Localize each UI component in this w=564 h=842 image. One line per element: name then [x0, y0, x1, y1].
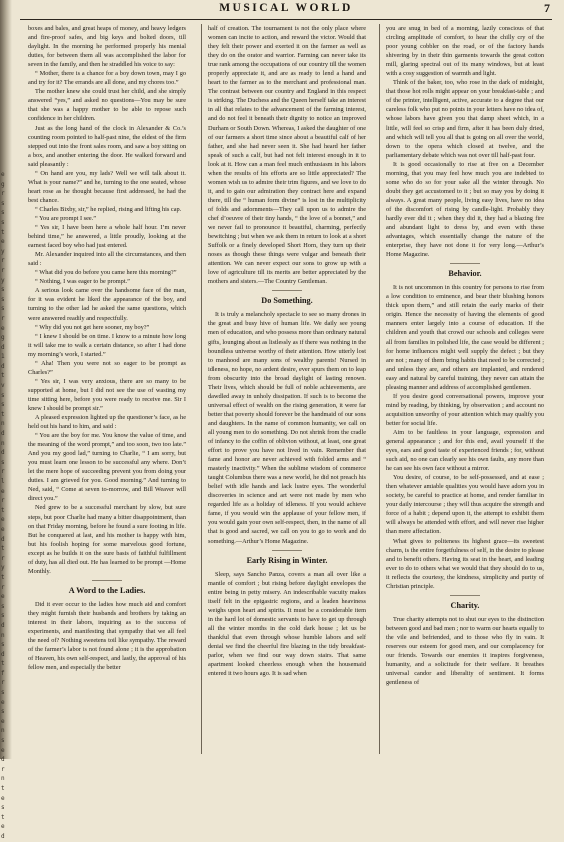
- paragraph: boxes and bales, and great heaps of money, and heavy ledgers and fire-proof safes, and big keys and bolted doors, till daylight. In the morning he performed properly his menial duties, for between them all was accomplished the labor for seven in the family, and then he straddled his voice to say:: [28, 25, 186, 69]
- paragraph: you are snug in bed of a morning, lazily conscious of that circling amplitude of comfort, to hear the chilly cry of the poor young cobbler on the road, or of the factory hands shivering by in their thin garments towards the great cotton mill, glaring spectral out of its many windows, but at least with a cosy suggestion of warmth and light.: [386, 25, 544, 78]
- paragraph: A serious look came over the handsome face of the man, for it was evident he liked the appearance of the boy, and turning to the other lad he asked the same questions, which were answered readily and respectfully.: [28, 287, 186, 322]
- margin-fragment: e: [1, 698, 5, 706]
- column-middle: [208, 24, 366, 756]
- margin-fragment: t: [1, 410, 5, 418]
- margin-fragment: s: [1, 286, 5, 294]
- margin-fragment: r: [1, 257, 5, 265]
- margin-fragment: e: [1, 593, 5, 601]
- margin-fragment: n: [1, 727, 5, 735]
- margin-fragment: t: [1, 372, 5, 380]
- margin-fragment: e: [1, 525, 5, 533]
- margin-fragment: e: [1, 238, 5, 246]
- margin-fragment: e: [1, 487, 5, 495]
- article-heading: Charity.: [450, 600, 480, 610]
- paragraph: Did it ever occur to the ladies how much aid and comfort they might furnish their husbands and brothers by taking an interest in their labors, inquiring as to the success of experiments, and manifesting that sympathy that we all feel the need of? Nothing sweetens toil like sympathy. The reward of the farmer’s labor is not found alone ; it is the approbation of Heaven, his own self-respect, and lastly, the approval of his fellow men, and especially the better: [28, 600, 186, 672]
- paragraph: It is good occasionally to rise at five on a December morning, that you may feel how much you are indebted to some who do so for your sake all the winter through. No doubt they get accustomed to it ; but so may you by doing it always. A great many people, living easy lives, have no idea of the discomfort of rising by candle-light. Probably they hardly ever did it ; when they did it, they had a blazing fire and abundant light to dress by, and even with these advantages, which essentially change the nature of the enterprise, they have not done it for very long.—Arthur’s Home Magazine.: [386, 160, 544, 259]
- paragraph: The mother knew she could trust her child, and she simply answered “yes,” and asked no questions—You may be sure that she was a happy mother to be able to repose such confidence in her children.: [28, 88, 186, 123]
- margin-fragment: y: [1, 564, 5, 572]
- margin-fragment: d: [1, 756, 5, 764]
- column-left-body: [28, 24, 186, 576]
- margin-fragment: t: [1, 545, 5, 553]
- margin-fragment: r: [1, 266, 5, 274]
- article-body: [208, 570, 366, 679]
- paragraph: “ Nothing, I was eager to be prompt.”: [35, 278, 130, 286]
- column-right-body: [386, 24, 544, 259]
- paragraph: Mr. Alexander inquired into all the circumstances, and then said :: [28, 251, 186, 268]
- margin-fragment: r: [1, 583, 5, 591]
- margin-fragment: t: [1, 660, 5, 668]
- paragraph: “ Charles Bixby, sir,” he replied, rising and lifting his cap.: [35, 205, 182, 213]
- margin-fragment: y: [1, 276, 5, 284]
- article-heading: Behavior.: [448, 269, 482, 279]
- margin-fragment: s: [1, 295, 5, 303]
- margin-fragment: s: [1, 401, 5, 409]
- page-number: 7: [544, 1, 550, 15]
- margin-fragment: n: [1, 631, 5, 639]
- section-divider: [272, 550, 302, 551]
- article-heading: A Word to the Ladies.: [68, 585, 146, 595]
- margin-fragment: t: [1, 785, 5, 792]
- margin-fragment: r: [1, 497, 5, 505]
- margin-fragment: r: [1, 314, 5, 322]
- margin-fragment: s: [1, 391, 5, 399]
- margin-fragment: e: [1, 324, 5, 332]
- margin-fragment: s: [1, 218, 5, 226]
- margin-fragment: t: [1, 573, 5, 581]
- column-middle-body: [208, 24, 366, 286]
- margin-fragment: l: [1, 478, 5, 485]
- article-body: [386, 283, 544, 591]
- article-body: [208, 310, 366, 545]
- paragraph: You desire, of course, to be self-possessed, and at ease ; then whatever amiable qualities you would have adorn you in society, be careful to practice at home, and render familiar in your daily intercourse ; they will thus acquire the strength and force of a habit ; depend upon it, the attempt to exhibit them will always be attended with effort, and will never rise higher than mere affectation.: [386, 474, 544, 536]
- paragraph: Think of the baker, too, who rose in the dark of midnight, that those hot rolls might appear on your breakfast-table ; and of the printer, intelligent, active, accurate to a degree that our careless folk who put no points in your letters have no idea of, whose labors have given you that damp sheet which, in a little, will feel so crisp and firm, after it has been duly dried, and which will tell you all that is going on all over the world, down to the opera which closed at twelve, and the parliamentary debate which was not over till half-past four.: [386, 79, 544, 159]
- margin-fragment: n: [1, 420, 5, 428]
- margin-fragment: d: [1, 343, 5, 351]
- paragraph: A pleased expression lighted up the questioner’s face, as he held out his hand to him, and said :: [28, 414, 186, 431]
- paragraph: What gives to politeness its highest grace—its sweetest charm, is the entire forgetfulness of self, in the desire to please and to benefit others. Having its seat in the heart, and leading ever to do to others what we would that they should do to us, it reflects the courtesy, the kindness, simplicity and purity of Christian principle.: [386, 537, 544, 590]
- section-divider: [92, 580, 122, 581]
- margin-fragment: t: [1, 228, 5, 236]
- margin-fragment: e: [1, 516, 5, 524]
- paragraph: Aim to be faultless in your language, expression and general appearance ; and for this end, avail yourself if the eyes, ears and good taste of experienced friends ; for, without such aid, no one can clearly see his own faults, any more than he can see his own face without a mirror.: [386, 428, 544, 473]
- margin-fragment: r: [1, 679, 5, 687]
- margin-fragment: d: [1, 832, 5, 840]
- margin-fragment: d: [1, 535, 5, 543]
- margin-fragment: f: [1, 669, 5, 677]
- margin-fragment: s: [1, 708, 5, 716]
- margin-fragment: s: [1, 458, 5, 466]
- paragraph: Ned grew to be a successful merchant by slow, but sure steps, but poor Charlie had many a bitter disappointment, than on that Friday morning, before he found a sure footing in life. But he conquered at last, and his mother is happy with him, but his foolish hoping for some marvelous good fortune, except as he builds it on the sure basis of faithful fulfillment of duty, has all died out. He has learned to be prompt —Home Monthly.: [28, 504, 186, 575]
- margin-fragment: s: [1, 305, 5, 313]
- margin-fragment: r: [1, 468, 5, 476]
- margin-fragment: v: [1, 382, 5, 390]
- margin-fragment: s: [1, 199, 5, 207]
- margin-fragment: n: [1, 775, 5, 783]
- margin-fragment: r: [1, 190, 5, 198]
- margin-fragment: e: [1, 823, 5, 831]
- paragraph: “ Aha! Then you were not so eager to be prompt as Charles?”: [28, 359, 186, 376]
- column-right: [386, 24, 544, 756]
- margin-fragment: t: [1, 813, 5, 821]
- section-divider: [450, 595, 480, 596]
- section-divider: [450, 263, 480, 264]
- margin-fragment: g: [1, 180, 5, 188]
- margin-fragment: e: [1, 746, 5, 754]
- header-rule: [20, 19, 552, 20]
- margin-fragment: s: [1, 209, 5, 217]
- article-heading: Early Rising in Winter.: [246, 555, 328, 565]
- column-left: [28, 24, 186, 756]
- margin-fragment: r: [1, 765, 5, 773]
- paragraph: “ On hand are you, my lads? Well we will talk about it. What is your name?” and he, turning to the one seated, whose heart rose as he thought because first addressed, he had the best chance.: [28, 169, 186, 204]
- margin-fragment: y: [1, 247, 5, 255]
- margin-fragment: g: [1, 334, 5, 342]
- paragraph: If you desire good conversational powers, improve your mind by reading, by thinking, by observation ; and account no acquisition unworthy of your attention which may qualify you better for social life.: [386, 392, 544, 427]
- margin-fragment: d: [1, 430, 5, 438]
- paragraph: “ You are prompt I see.”: [35, 214, 97, 222]
- page-header: [20, 2, 552, 18]
- margin-fragment: t: [1, 506, 5, 514]
- paragraph: “ Why did you not get here sooner, my boy?”: [35, 323, 150, 331]
- margin-fragment: e: [1, 717, 5, 725]
- margin-fragment: r: [1, 554, 5, 562]
- article-heading: Do Something.: [261, 296, 313, 306]
- margin-fragment: n: [1, 439, 5, 447]
- paragraph: “ Mother, there is a chance for a boy down town, may I go and try for it? The errands are all done, and my chores too.”: [28, 70, 186, 87]
- paragraph: “ Yes sir, I have been here a whole half hour. I’m never behind time,” he answered, a little proudly, looking at the earnest faced boy who had just entered.: [28, 224, 186, 250]
- paragraph: True charity attempts not to shut our eyes to the distinction between good and bad men ; nor to warm our hearts equally to the vile and befriended, and to those who fly in vain. It reserves our esteem for good men, and our complacency for our friends. Towards our enemies it inspires forgiveness, humanity, and a solicitude for their welfare. It breathes universal candor and liberality of sentiment. It forms gentleness of: [386, 615, 544, 687]
- article-body: [386, 615, 544, 687]
- paragraph: Sleep, says Sancho Panza, covers a man all over like a mantle of comfort ; but rising before daylight envelopes the entire being in petty misery. An indescribable vacuity makes itself felt in the epigastric regions, and a leaden heaviness weighs upon heart and spirits. It must be a considerable item in the hard lot of domestic servants to have to get up through all the winter months in the cold dark house ; let us be thankful that even through whose humble labors and self denial we find the cheerful fire blazing in the tidy breakfast-parlor, when we find our way down stairs. That same apartment looked cheerless enough when the housemaid entered it two hours ago. It is sad when: [208, 570, 366, 678]
- paragraph: “ What did you do before you came here this morning?”: [35, 269, 177, 277]
- cropped-left-margin-text: [1, 170, 12, 842]
- margin-fragment: s: [1, 612, 5, 620]
- margin-fragment: e: [1, 794, 5, 802]
- masthead-title: MUSICAL WORLD: [219, 2, 353, 14]
- paragraph: It is not uncommon in this country for persons to rise from a low condition to eminence, and bear their blushing honors thick upon them,” and still retain the early marks of their origin. Hence the necessity of having the elements of good manners enter largely into a course of education. If the children and youth that crowd our schools and colleges were all from families in polished life, the case would be different ; for home influences might well supply the defect ; but they are not ; many of them bring habits that need to be corrected ; and unless they are, and others are implanted, and rendered easy and natural by careful training, they never can attain the pleasing manner and address of accomplished gentlemen.: [386, 284, 544, 391]
- paragraph: “ Yes sir, I was very anxious, there are so many to be supported at home, but I did not see the use of wasting my time sitting here, before you were ready to receive me. Sir I knew I should be prompt sir.”: [28, 377, 186, 412]
- margin-fragment: d: [1, 362, 5, 370]
- margin-fragment: d: [1, 650, 5, 658]
- paragraph: “ You are the boy for me. You know the value of time, and the meaning of the word prompt,” and too soon, two too late.” And you my good lad,” turning to Charlie, “ I am sorry, but you must learn one lesson to be successful any where. Don’t let the mere hope of succeeding prevent you from doing your duties. I am grieved for you. Good morning.” And turning to Ned, said, “ Come at seven to-morrow, and Bill Weaver will direct you.”: [28, 432, 186, 503]
- margin-fragment: d: [1, 449, 5, 457]
- article-body: [28, 600, 186, 672]
- margin-fragment: 1: [1, 353, 5, 361]
- margin-fragment: s: [1, 602, 5, 610]
- margin-fragment: s: [1, 737, 5, 745]
- paragraph: “ I knew I should be on time. I know to a minute how long it will take me to walk a certain distance, so after I had done my morning’s work, I started.”: [28, 332, 186, 358]
- section-divider: [272, 290, 302, 291]
- paragraph: Just as the long hand of the clock in Alexander & Co.’s counting room pointed to half-past nine, the eldest of the firm stepped out into the front sales room, and saw a boy sitting on a box, and another entering the door. He walked forward and said pleasantly :: [28, 124, 186, 168]
- column-divider: [379, 24, 380, 754]
- column-divider: [201, 24, 202, 754]
- paragraph: half of creation. The tournament is not the only place where women can incite to action, and reward the victor. Would that they felt their power and exerted it on the farmer as well as they do on the orator and warrior. Farming can never take its true rank among the occupations of our country till the women properly appreciate it, and are as ready to lend a hand and heart to the farmer as to the merchant and professional man. The contrast between our country and England in this respect is striking. The Duchess and the Queen herself take an interest in all that relates to the advancement of the farming interest, and do not feel it beneath their dignity to notice an improved Durham or South Down. Whereas, I asked the daughter of one of our farmers a short time since about a beautiful calf of her father, and she had never seen it. She had heard her father speak of such a calf, but had not felt interest enough in it to look at it. How can a man feel much enthusiasm in his labors when the results of his efforts are so little appreciated? The women wish us to admire their trim figures, and we love to do it, and to gain our admiration they contract here and expand there, till the “ human form divine” is lost in the multiplicity of folds and adornments—They call upon us to admire the chef d’oeuvre of their tiny hands, “ the love of a bonnet,” and we never fail to pronounce it beautiful, charming, perfectly bewitching ; but when we ask them in return to look at a short Suffolk or a finely developed Short Horn, they turn up their noses as though these things were vulgar and beneath their attention. We can never expect our sons to grow up with a love of agriculture till its merits are better appreciated by the mothers and sisters.—The Country Gentleman.: [208, 25, 366, 286]
- margin-fragment: d: [1, 621, 5, 629]
- margin-fragment: s: [1, 804, 5, 812]
- paragraph: It is truly a melancholy spectacle to see so many drones in the great and busy hive of human life. We daily see young men of education, and who possess more than ordinary natural gifts, lounging about as listlessly as if there was nothing in the boundless universe worthy of their attention. How utterly lost to manhood are many sons of wealthy parents! Nursed in idleness, no hope, no ardent desire, ever spurs them on to leap from obscurity into the broad daylight of lasting renown. Their lives, which should be full of noble achievements, are dawdled away in unholy dissipation. If such is to become the universal effect of wealth on the rising generation, it were far better that poverty should forever be the handmaid of our sons and daughters. In the name of common humanity, we call on all young men to do something. Do not shrink from the cradle of infancy to the coffin of oblivion without, at least, one great effort to prove you have not lived in vain. Remember that fame and honor are never achieved with folded arms and “ masterly inactivity.” When the sublime wisdom of commerce taught Columbus there was a new world, he did not preach his belief with idle hands and lack lustre eyes. The wonderful discoveries in science and art were not made by men who regarded life as a holiday of idleness. If you would achieve fame, if you would win the applause of your fellow men, if you would gain your own self-respect, then, in the name of all that is good and sacred, we call on you to go to work and do something.—Arthur’s Home Magazine.: [208, 311, 366, 545]
- margin-fragment: s: [1, 641, 5, 649]
- margin-fragment: s: [1, 689, 5, 697]
- margin-fragment: e: [1, 171, 5, 178]
